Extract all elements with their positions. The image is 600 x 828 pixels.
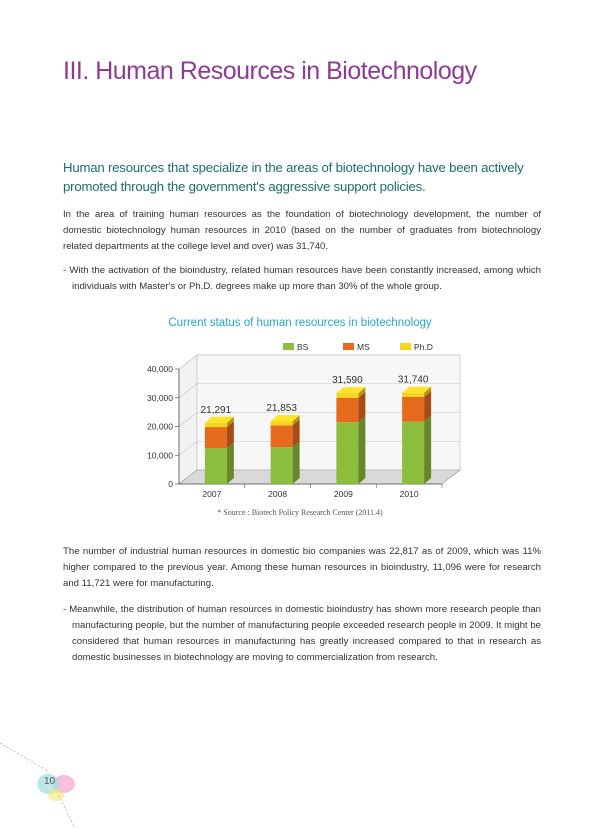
- y-tick-label: 20,000: [147, 421, 173, 432]
- paragraph-training: In the area of training human resources as the foundation of biotechnology development, the number of domestic biotechnology human resources in 2010 (based on the number of graduates from biotechnology related departments at the college level and over) was 31,740.: [63, 209, 541, 252]
- y-tick-label: 30,000: [147, 392, 173, 403]
- x-tick-label-2010: 2010: [399, 489, 419, 499]
- page-number: 10: [44, 776, 56, 787]
- total-label-2007: 21,291: [200, 404, 232, 416]
- legend-label-bs: BS: [297, 342, 309, 352]
- total-label-2010: 31,740: [397, 374, 429, 386]
- x-tick-label-2007: 2007: [202, 489, 222, 499]
- legend-label-phd: Ph.D: [414, 342, 433, 352]
- page-title: III. Human Resources in Biotechnology: [63, 57, 477, 85]
- total-label-2008: 21,853: [266, 403, 297, 415]
- legend-label-ms: MS: [357, 342, 370, 352]
- y-tick-label: 10,000: [147, 450, 173, 461]
- section-subheading: Human resources that specialize in the areas of biotechnology have been actively promoted through the government's aggressive support policies.: [63, 160, 524, 194]
- total-label-2009: 31,590: [332, 375, 363, 387]
- chart-source-note: * Source : Biotech Policy Research Center (2011.4): [217, 508, 383, 517]
- decorative-blob: [48, 789, 64, 801]
- paragraph-industrial: The number of industrial human resources in domestic bio companies was 22,817 as of 2009, which was 11% higher compared to the previous year. Among these human resources in bioindustry, 11,096 were for research and 11,721 were for manufacturing.: [63, 546, 541, 589]
- bullet-distribution-text: - Meanwhile, the distribution of human resources in domestic bioindustry has shown more research people than manufacturing people, but the number of manufacturing people exceeded research people in 2009. It might be considered that human resources in manufacturing has greatly increased compared to that in research as domestic businesses in biotechnology are moving to commercialization from research.: [63, 604, 541, 663]
- chart-title: Current status of human resources in biotechnology: [168, 317, 432, 329]
- y-tick-label: 0: [168, 479, 173, 489]
- bullet-activation-text: - With the activation of the bioindustry, related human resources have been constantly increased, among which individuals with Master's or Ph.D. degrees make up more than 30% of the whole group.: [63, 265, 541, 292]
- decorative-line: [0, 743, 46, 770]
- y-tick-label: 40,000: [147, 364, 173, 374]
- x-tick-label-2008: 2008: [268, 489, 288, 499]
- x-tick-label-2009: 2009: [333, 489, 353, 499]
